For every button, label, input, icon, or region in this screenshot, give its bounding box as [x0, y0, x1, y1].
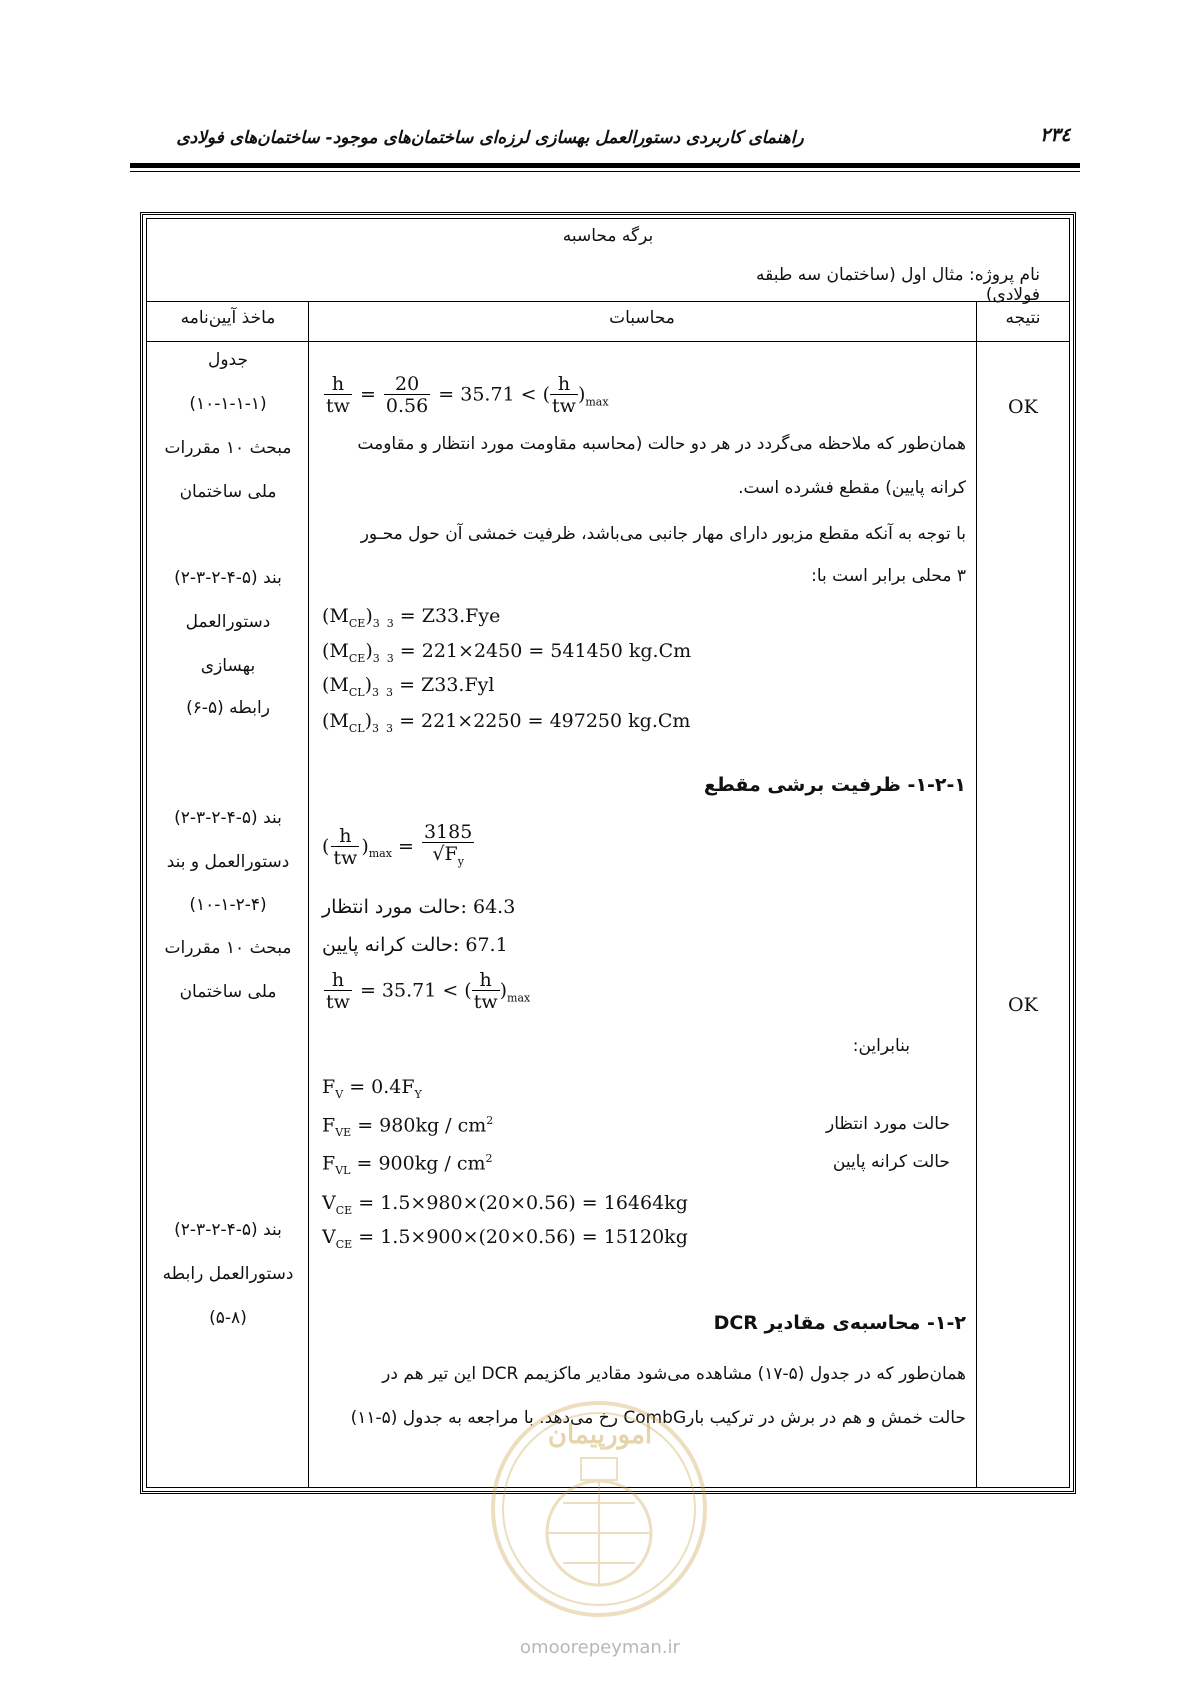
watermark-logo-text: امورپیمان — [547, 1420, 653, 1450]
table-header-bottom-line — [146, 341, 1070, 342]
column-header-result: نتیجه — [1005, 308, 1041, 328]
source-ref-4-line-3: (۵-۸) — [209, 1308, 247, 1328]
equation-mce-value: $(M_{CE})_{3 3} = 221\times 2450 = 541450$ kg.Cm — [322, 640, 692, 665]
source-ref-2-line-1: بند (۵-۴-۲-۳-۲) — [174, 568, 282, 588]
section-heading-shear-capacity: ۱-۲-۱- ظرفیت برشی مقطع — [703, 774, 966, 796]
source-ref-3-line-3: (۱۰-۱-۲-۴) — [189, 895, 267, 915]
paragraph-compact-line-1: همان‌طور که ملاحظه می‌گردد در هر دو حالت (محاسبه مقاومت مورد انتظار و مقاومت — [357, 434, 966, 454]
source-ref-1-line-2: (۱۰-۱-۱-۱) — [189, 394, 267, 414]
paragraph-bending-line-1: با توجه به آنکه مقطع مزبور دارای مهار جانبی می‌باشد، ظرفیت خمشی آن حول محـور — [360, 524, 966, 544]
equation-vce-expected: $V_{CE} = 1.5\times 980\times(20\times 0.56) = 16464kg$ — [322, 1192, 688, 1217]
page-number: ۲۳٤ — [1040, 124, 1071, 146]
equation-vce-lower: $V_{CE} = 1.5\times 900\times(20\times 0.56) = 15120kg$ — [322, 1226, 688, 1251]
result-ok-2: OK — [1008, 994, 1038, 1016]
column-divider-result — [976, 301, 977, 1488]
source-ref-2-line-2: دستورالعمل — [185, 612, 271, 632]
sheet-title: برگه محاسبه — [562, 226, 654, 246]
section-heading-dcr: ۱-۲- محاسبه‌ی مقادیر DCR — [713, 1312, 966, 1334]
equation-fvl: $F_{VL} = 900kg / cm^2$ — [322, 1152, 493, 1178]
equation-hw-max-limit: ( $\frac{h}{tw}$ )$_{max}$ = $\frac{3185}{√F_y}$ — [322, 821, 473, 869]
column-header-source: ماخذ آیین‌نامه — [180, 308, 276, 328]
paragraph-compact-line-2: کرانه پایین) مقطع فشرده است. — [738, 478, 966, 498]
source-ref-3-line-1: بند (۵-۴-۲-۳-۲) — [174, 808, 282, 828]
column-divider-source — [308, 301, 309, 1488]
equation-slenderness-recheck: $\frac{h}{tw}$ = 35.71 < ( $\frac{h}{tw}$ )$_{max}$ — [326, 969, 531, 1013]
paragraph-dcr-line-2: حالت خمش و هم در برش در ترکیب بارCombG رخ می‌دهد. با مراجعه به جدول (۵-۱۱) — [350, 1408, 966, 1428]
equation-fv: $F_V = 0.4F_Y$ — [322, 1076, 422, 1101]
source-ref-3-line-4: مبحث ۱۰ مقررات — [164, 938, 292, 958]
header-rule-thin — [130, 171, 1080, 172]
project-name: نام پروژه: مثال اول (ساختمان سه طبقه فولادی) — [756, 265, 1040, 305]
value-lower-bound-state: 67.1 :حالت کرانه پایین — [322, 934, 508, 956]
source-ref-4-line-1: بند (۵-۴-۲-۳-۲) — [174, 1220, 282, 1240]
column-header-calc: محاسبات — [609, 308, 675, 328]
value-expected-state: 64.3 :حالت مورد انتظار — [322, 896, 516, 918]
source-ref-3-line-5: ملی ساختمان — [179, 982, 277, 1002]
paragraph-dcr-line-1: همان‌طور که در جدول (۵-۱۷) مشاهده می‌شود مقادیر ماکزیمم DCR این تیر هم در — [382, 1364, 966, 1384]
running-header-title: راهنمای کاربردی دستورالعمل بهسازی لرزه‌ای ساختمان‌های موجود- ساختمان‌های فولادی — [176, 128, 804, 148]
label-lower-bound-state: حالت کرانه پایین — [832, 1152, 950, 1172]
source-ref-3-line-2: دستورالعمل و بند — [166, 852, 290, 872]
source-ref-1-line-3: مبحث ۱۰ مقررات — [164, 438, 292, 458]
header-rule-thick — [130, 163, 1080, 168]
watermark-url: omoorepeyman.ir — [520, 1637, 680, 1658]
paragraph-bending-line-2: ۳ محلی برابر است با: — [811, 566, 966, 586]
equation-mce-formula: $(M_{CE})_{3 3} = Z33.Fye$ — [322, 605, 501, 630]
equation-slenderness-check: $\frac{h}{tw}$ = $\frac{20}{0.56}$ = 35.71 < ( $\frac{h}{tw}$ )$_{max}$ — [326, 373, 609, 417]
source-ref-1-line-4: ملی ساختمان — [179, 482, 277, 502]
source-ref-2-line-3: بهسازی — [200, 656, 256, 676]
result-ok-1: OK — [1008, 396, 1038, 418]
source-ref-1-line-1: جدول — [208, 350, 248, 370]
text-therefore: بنابراین: — [852, 1036, 910, 1056]
equation-mcl-value: $(M_{CL})_{3 3} = 221\times 2250 = 497250$ kg.Cm — [322, 710, 691, 735]
source-ref-4-line-2: دستورالعمل رابطه — [162, 1264, 294, 1284]
source-ref-2-line-4: رابطه (۵-۶) — [186, 698, 270, 718]
label-expected-state: حالت مورد انتظار — [826, 1114, 950, 1134]
equation-mcl-formula: $(M_{CL})_{3 3} = Z33.Fyl$ — [322, 674, 495, 699]
equation-fve: $F_{VE} = 980kg / cm^2$ — [322, 1114, 494, 1140]
